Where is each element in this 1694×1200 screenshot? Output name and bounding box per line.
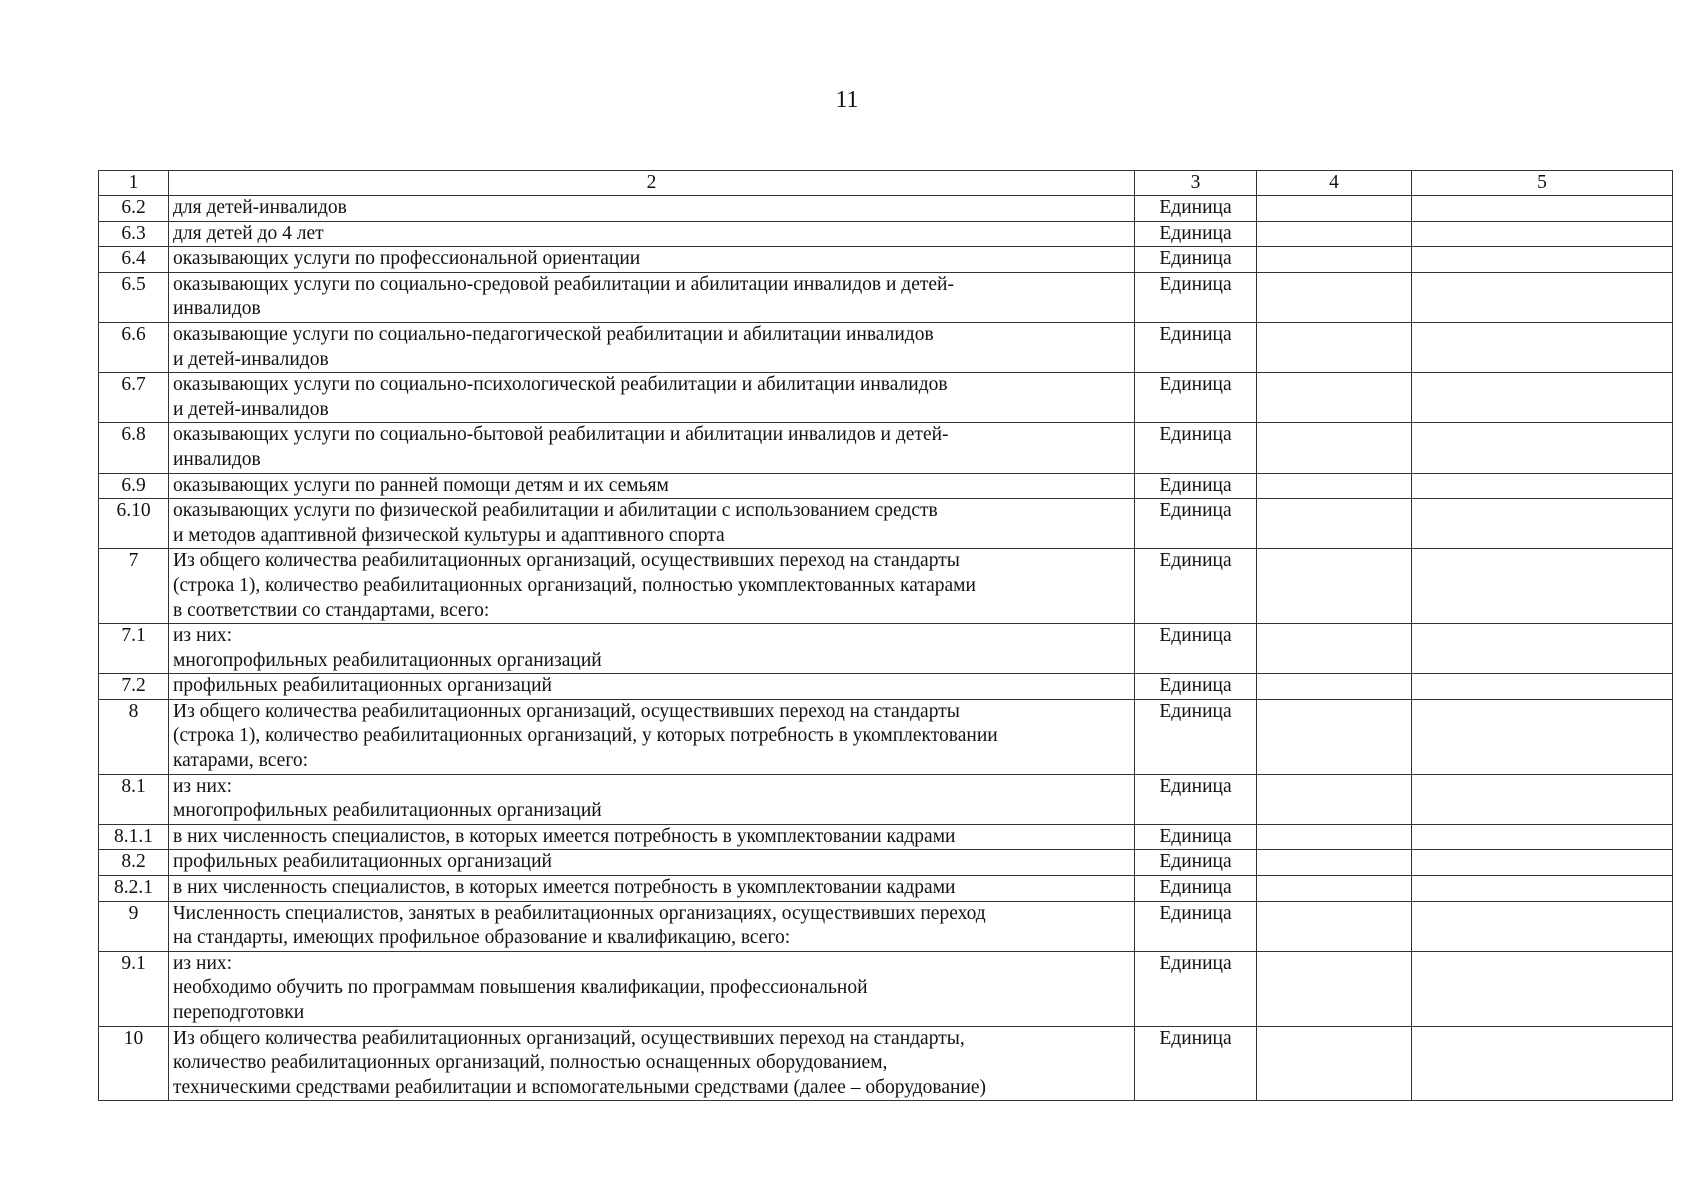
table-row — [99, 423, 1673, 473]
row-unit-cell: Единица — [1135, 499, 1257, 549]
table-row — [99, 322, 1673, 372]
description-line: из них: — [173, 625, 233, 647]
table-row — [99, 221, 1673, 247]
description-line: для детей-инвалидов — [173, 197, 347, 218]
row-description-cell — [169, 247, 1135, 273]
row-description-cell — [169, 423, 1135, 473]
row-value-cell-4 — [1257, 901, 1412, 951]
row-value-cell-4 — [1257, 1026, 1412, 1101]
row-unit-cell: Единица — [1135, 624, 1257, 674]
description-line: и детей-инвалидов — [173, 348, 329, 370]
row-value-cell-5 — [1412, 373, 1673, 423]
description-line: Из общего количества реабилитационных организаций, осуществивших переход на стандарты — [173, 550, 960, 572]
row-value-cell-5 — [1412, 624, 1673, 674]
header-cell-5: 5 — [1412, 171, 1673, 196]
row-value-cell-5 — [1412, 423, 1673, 473]
row-description-cell — [169, 196, 1135, 222]
row-number-cell: 8 — [99, 699, 169, 774]
row-value-cell-4 — [1257, 247, 1412, 273]
description-line: многопрофильных реабилитационных организаций — [173, 649, 602, 671]
description-line: оказывающих услуги по профессиональной ориентации — [173, 248, 641, 270]
description-line: техническими средствами реабилитации и вспомогательными средствами (далее – оборудование) — [173, 1076, 987, 1098]
row-value-cell-5 — [1412, 876, 1673, 902]
description-line: для детей до 4 лет — [173, 222, 324, 244]
row-value-cell-4 — [1257, 196, 1412, 222]
table-row — [99, 951, 1673, 1026]
row-value-cell-4 — [1257, 824, 1412, 850]
table-row — [99, 850, 1673, 876]
description-line: и детей-инвалидов — [173, 398, 329, 420]
row-unit-cell: Единица — [1135, 850, 1257, 876]
description-line: оказывающих услуги по социально-психологической реабилитации и абилитации инвалидов — [173, 374, 948, 396]
row-number-cell: 9 — [99, 901, 169, 951]
table-row — [99, 499, 1673, 549]
header-cell-2: 2 — [169, 171, 1135, 196]
table-row — [99, 624, 1673, 674]
row-value-cell-5 — [1412, 272, 1673, 322]
row-value-cell-5 — [1412, 699, 1673, 774]
row-value-cell-4 — [1257, 850, 1412, 876]
page-number: 11 — [835, 87, 859, 113]
row-value-cell-5 — [1412, 549, 1673, 624]
row-number-cell: 6.5 — [99, 272, 169, 322]
description-line: оказывающих услуги по социально-средовой реабилитации и абилитации инвалидов и детей- — [173, 273, 954, 295]
description-line: катарами, всего: — [173, 750, 308, 772]
description-line: переподготовки — [173, 1002, 305, 1023]
description-line: Численность специалистов, занятых в реабилитационных организациях, осуществивших переход — [173, 902, 986, 924]
row-number-cell: 8.2.1 — [99, 876, 169, 902]
row-value-cell-5 — [1412, 473, 1673, 499]
row-number-cell: 6.8 — [99, 423, 169, 473]
row-description-cell — [169, 322, 1135, 372]
row-number-cell: 6.10 — [99, 499, 169, 549]
row-unit-cell: Единица — [1135, 272, 1257, 322]
row-value-cell-5 — [1412, 824, 1673, 850]
row-description-cell — [169, 373, 1135, 423]
description-line: оказывающих услуги по физической реабилитации и абилитации с использованием средств — [173, 500, 938, 522]
row-value-cell-5 — [1412, 901, 1673, 951]
description-line: (строка 1), количество реабилитационных организаций, у которых потребность в укомплектовании — [173, 725, 998, 747]
row-number-cell: 6.4 — [99, 247, 169, 273]
row-unit-cell: Единица — [1135, 322, 1257, 372]
row-value-cell-4 — [1257, 221, 1412, 247]
description-line: (строка 1), количество реабилитационных организаций, полностью укомплектованных катарами — [173, 574, 976, 596]
row-unit-cell: Единица — [1135, 699, 1257, 774]
row-unit-cell: Единица — [1135, 901, 1257, 951]
row-description-cell — [169, 272, 1135, 322]
table-row — [99, 1026, 1673, 1101]
row-number-cell: 8.1.1 — [99, 824, 169, 850]
table-row — [99, 824, 1673, 850]
row-number-cell: 6.7 — [99, 373, 169, 423]
row-value-cell-4 — [1257, 373, 1412, 423]
table-row — [99, 876, 1673, 902]
row-description-cell — [169, 876, 1135, 902]
row-value-cell-5 — [1412, 951, 1673, 1026]
row-number-cell: 7.1 — [99, 624, 169, 674]
row-value-cell-4 — [1257, 423, 1412, 473]
row-unit-cell: Единица — [1135, 951, 1257, 1026]
description-line: из них: — [173, 775, 233, 797]
description-line: на стандарты, имеющих профильное образование и квалификацию, всего: — [173, 927, 791, 949]
row-value-cell-4 — [1257, 624, 1412, 674]
table-row — [99, 473, 1673, 499]
description-line: профильных реабилитационных организаций — [173, 851, 552, 873]
table-row — [99, 373, 1673, 423]
description-line: из них: — [173, 952, 233, 974]
row-value-cell-5 — [1412, 247, 1673, 273]
row-unit-cell: Единица — [1135, 774, 1257, 824]
row-unit-cell: Единица — [1135, 423, 1257, 473]
description-line: в них численность специалистов, в которых имеется потребность в укомплектовании кадрами — [173, 877, 956, 899]
row-unit-cell: Единица — [1135, 473, 1257, 499]
row-value-cell-4 — [1257, 674, 1412, 700]
row-value-cell-5 — [1412, 322, 1673, 372]
row-value-cell-4 — [1257, 699, 1412, 774]
row-number-cell: 7 — [99, 549, 169, 624]
row-number-cell: 6.2 — [99, 196, 169, 222]
description-line: многопрофильных реабилитационных организаций — [173, 800, 602, 822]
row-value-cell-5 — [1412, 196, 1673, 222]
row-number-cell: 8.2 — [99, 850, 169, 876]
header-cell-4: 4 — [1257, 171, 1412, 196]
description-line: инвалидов — [173, 448, 261, 470]
row-unit-cell: Единица — [1135, 1026, 1257, 1101]
description-line: оказывающих услуги по социально-бытовой реабилитации и абилитации инвалидов и детей- — [173, 424, 949, 446]
row-description-cell — [169, 473, 1135, 499]
row-value-cell-4 — [1257, 322, 1412, 372]
row-description-cell — [169, 549, 1135, 624]
header-cell-1: 1 — [99, 171, 169, 196]
row-value-cell-4 — [1257, 549, 1412, 624]
row-value-cell-5 — [1412, 774, 1673, 824]
description-line: оказывающие услуги по социально-педагогической реабилитации и абилитации инвалидов — [173, 323, 934, 345]
row-unit-cell: Единица — [1135, 674, 1257, 700]
row-number-cell: 8.1 — [99, 774, 169, 824]
description-line: количество реабилитационных организаций, полностью оснащенных оборудованием, — [173, 1052, 888, 1074]
table-row — [99, 272, 1673, 322]
description-line: оказывающих услуги по ранней помощи детям и их семьям — [173, 474, 669, 496]
row-value-cell-4 — [1257, 499, 1412, 549]
table-row — [99, 247, 1673, 273]
row-unit-cell: Единица — [1135, 373, 1257, 423]
row-unit-cell: Единица — [1135, 247, 1257, 273]
description-line: инвалидов — [173, 298, 261, 320]
description-line: необходимо обучить по программам повышения квалификации, профессиональной — [173, 977, 868, 999]
table-row — [99, 774, 1673, 824]
row-description-cell — [169, 674, 1135, 700]
description-line: в них численность специалистов, в которых имеется потребность в укомплектовании кадрами — [173, 825, 956, 847]
row-unit-cell: Единица — [1135, 196, 1257, 222]
row-description-cell — [169, 850, 1135, 876]
row-number-cell: 6.6 — [99, 322, 169, 372]
row-description-cell — [169, 1026, 1135, 1101]
row-description-cell — [169, 624, 1135, 674]
report-table — [98, 170, 1673, 1101]
description-line: профильных реабилитационных организаций — [173, 675, 552, 697]
row-description-cell — [169, 499, 1135, 549]
table-row — [99, 901, 1673, 951]
row-value-cell-4 — [1257, 272, 1412, 322]
table-header-row — [99, 171, 1673, 196]
row-description-cell — [169, 774, 1135, 824]
row-description-cell — [169, 699, 1135, 774]
row-description-cell — [169, 901, 1135, 951]
row-value-cell-5 — [1412, 221, 1673, 247]
row-number-cell: 6.3 — [99, 221, 169, 247]
row-value-cell-5 — [1412, 674, 1673, 700]
description-line: Из общего количества реабилитационных организаций, осуществивших переход на стандарты — [173, 700, 960, 722]
row-value-cell-5 — [1412, 499, 1673, 549]
row-value-cell-5 — [1412, 850, 1673, 876]
row-value-cell-4 — [1257, 774, 1412, 824]
row-description-cell — [169, 824, 1135, 850]
row-value-cell-4 — [1257, 876, 1412, 902]
row-description-cell — [169, 221, 1135, 247]
row-unit-cell: Единица — [1135, 824, 1257, 850]
header-cell-3: 3 — [1135, 171, 1257, 196]
row-value-cell-4 — [1257, 473, 1412, 499]
description-line: в соответствии со стандартами, всего: — [173, 599, 490, 621]
row-description-cell — [169, 951, 1135, 1026]
table-row — [99, 674, 1673, 700]
table-row — [99, 699, 1673, 774]
row-unit-cell: Единица — [1135, 549, 1257, 624]
row-number-cell: 7.2 — [99, 674, 169, 700]
row-number-cell: 9.1 — [99, 951, 169, 1026]
row-number-cell: 10 — [99, 1026, 169, 1101]
table-row — [99, 549, 1673, 624]
row-unit-cell: Единица — [1135, 221, 1257, 247]
table-row — [99, 196, 1673, 222]
description-line: Из общего количества реабилитационных организаций, осуществивших переход на стандарты, — [173, 1027, 965, 1049]
row-number-cell: 6.9 — [99, 473, 169, 499]
row-value-cell-5 — [1412, 1026, 1673, 1101]
description-line: и методов адаптивной физической культуры и адаптивного спорта — [173, 524, 725, 546]
row-value-cell-4 — [1257, 951, 1412, 1026]
row-unit-cell: Единица — [1135, 876, 1257, 902]
